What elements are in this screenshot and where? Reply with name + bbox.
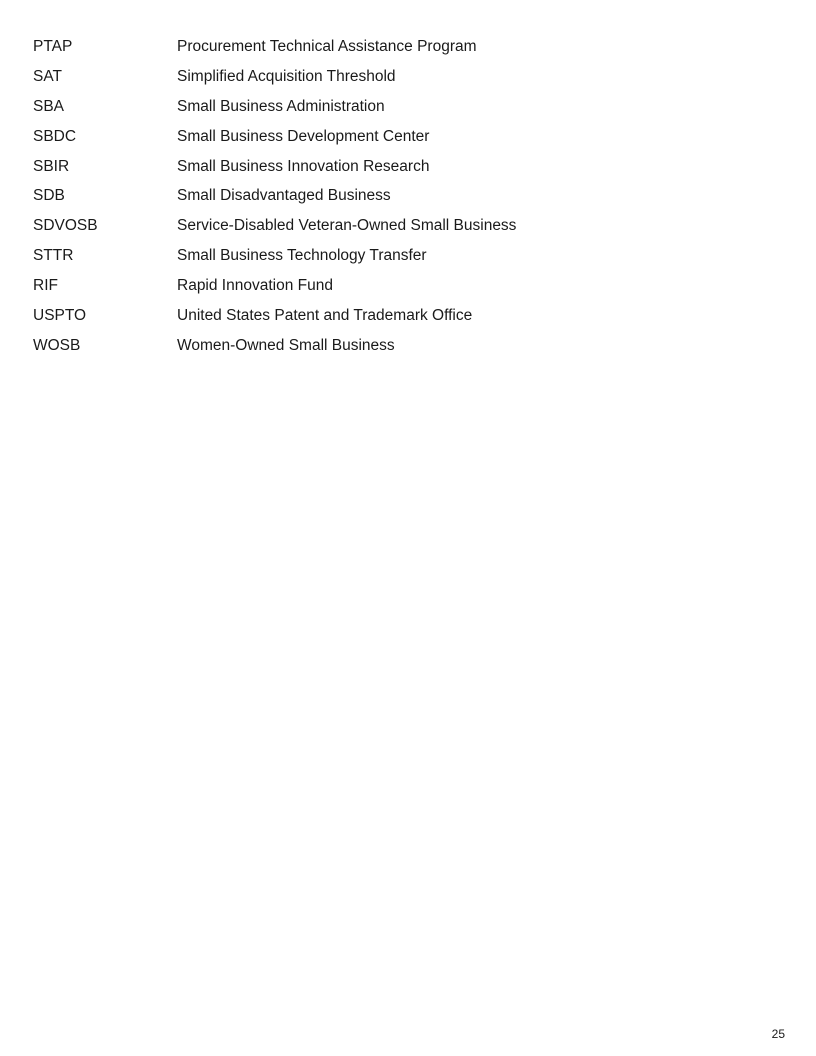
acronym-row-uspto [33,301,516,331]
acronym-row-sdb [33,181,516,211]
acronym-definition: United States Patent and Trademark Office [177,306,473,324]
acronym-term: SAT [33,67,62,85]
acronym-definition: Small Business Administration [177,97,385,115]
acronym-term: SBA [33,97,65,115]
acronym-definition: Simplified Acquisition Threshold [177,67,396,85]
acronym-term: SDB [33,187,65,205]
acronym-term: WOSB [33,336,81,354]
acronym-definition: Small Business Technology Transfer [177,247,427,265]
acronym-term: SBDC [33,127,77,145]
acronym-term: RIF [33,277,58,295]
page-number: 25 [771,1027,785,1041]
acronym-row-sttr [33,241,516,271]
acronym-list [33,32,516,361]
acronym-definition: Small Business Development Center [177,127,430,145]
acronym-term: SBIR [33,157,70,175]
acronym-row-sba [33,92,516,122]
acronym-row-ptap [33,32,516,62]
acronym-definition: Women-Owned Small Business [177,336,395,354]
acronym-term: USPTO [33,306,87,324]
acronym-definition: Rapid Innovation Fund [177,277,333,295]
acronym-row-sbir [33,152,516,182]
acronym-term: STTR [33,247,74,265]
acronym-definition: Procurement Technical Assistance Program [177,37,477,55]
acronym-term: PTAP [33,37,73,55]
acronym-definition: Small Disadvantaged Business [177,187,391,205]
acronym-definition: Service-Disabled Veteran-Owned Small Business [177,217,517,235]
acronym-row-sbdc [33,122,516,152]
acronym-row-sat [33,62,516,92]
acronym-row-sdvosb [33,211,516,241]
acronym-row-wosb [33,331,516,361]
acronym-definition: Small Business Innovation Research [177,157,430,175]
acronym-term: SDVOSB [33,217,98,235]
acronym-row-rif [33,271,516,301]
